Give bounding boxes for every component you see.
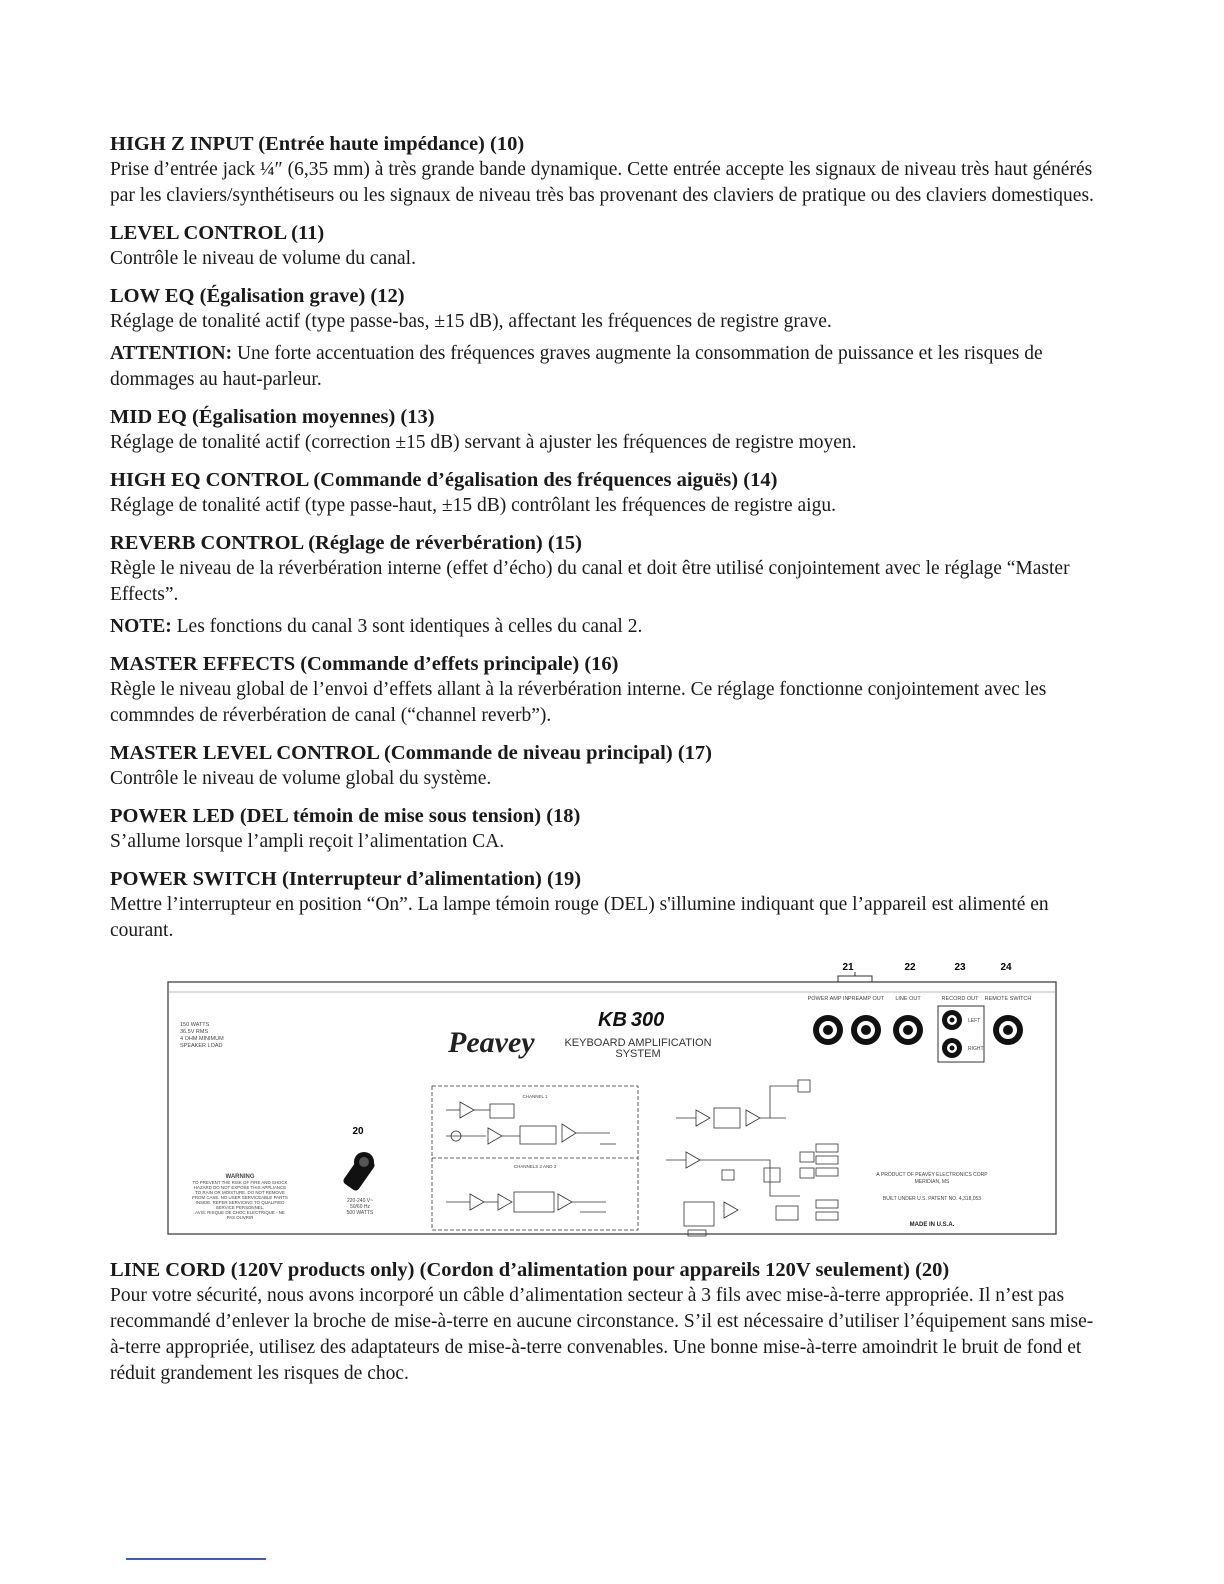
section-master-level [110,741,1106,792]
section-body: Contrôle le niveau de volume du canal. [110,248,416,269]
section-heading: POWER LED (DEL témoin de mise sous tension) (18) [110,805,581,827]
note-text: Une forte accentuation des fréquences graves augmente la consommation de puissance et les risques de dommages au haut-parleur. [110,343,1043,390]
section-reverb-control [110,531,1106,640]
warning-line: PAS OUVRIR [226,1215,254,1220]
section-heading: LEVEL CONTROL (11) [110,222,325,244]
section-heading: POWER SWITCH (Interrupteur d’alimentation) (19) [110,868,582,890]
section-heading: HIGH EQ CONTROL (Commande d’égalisation des fréquences aiguës) (14) [110,469,778,491]
jack-label-preamp: PREAMP OUT [847,996,885,1002]
section-body: Contrôle le niveau de volume global du système. [110,768,492,789]
spec-line: 150 WATTS [180,1022,210,1028]
section-heading: MASTER LEVEL CONTROL (Commande de niveau principal) (17) [110,742,712,764]
warning-title: WARNING [225,1174,255,1180]
record-right-label: RIGHT [968,1046,984,1052]
section-body: Pour votre sécurité, nous avons incorporé un câble d’alimentation secteur à 3 fils avec mise-à-terre appropriée. Il n’est pas recommandé d’enlever la broche de mise-à-terre en aucune circonstance. S’il est nécessaire d’utiliser l’équipement sans mise-à-terre appropriée, utilisez des adaptateurs de mise-à-terre convenables. Une bonne mise-à-terre amoindrit le bruit de fond et réduit grandement les risques de choc. [110,1285,1094,1384]
jack-label-remote: REMOTE SWITCH [984,996,1032,1002]
warning-line: HAZARD DO NOT EXPOSE THIS APPLIANCE [193,1185,287,1190]
power-line: 50/60 Hz [349,1204,371,1210]
callout-22: 22 [904,962,916,973]
spec-line: 4 OHM MINIMUM [180,1036,224,1042]
section-heading: REVERB CONTROL (Réglage de réverbération) (15) [110,532,583,554]
callout-24: 24 [1000,962,1012,973]
note-text: Les fonctions du canal 3 sont identiques à celles du canal 2. [171,616,643,637]
section-high-z-input [110,132,1106,209]
product-line-1: A PRODUCT OF PEAVEY ELECTRONICS CORP [876,1172,988,1178]
power-line: 220-240 V~ [347,1198,373,1204]
jack-label-power-amp: POWER AMP IN [807,996,849,1002]
product-line-2: MERIDIAN, MS [914,1179,950,1185]
jack-label-record-out: RECORD OUT [941,996,979,1002]
jack-labels [808,996,1032,1002]
section-heading: MID EQ (Égalisation moyennes) (13) [110,406,435,428]
warning-line: TO PREVENT THE RISK OF FIRE AND SHOCK [192,1180,288,1185]
section-master-effects [110,652,1106,729]
power-rating [347,1198,374,1216]
jack-preamp-out [851,1015,881,1045]
callout-bracket [838,972,872,982]
section-power-switch [110,867,1106,944]
section-low-eq [110,284,1106,393]
section-power-led [110,804,1106,855]
section-body: Prise d’entrée jack ¼″ (6,35 mm) à très grande bande dynamique. Cette entrée accepte les signaux de niveau très haut générés par les claviers/synthétiseurs ou les signaux de niveau très bas provenant des claviers de pratique ou des claviers domestiques. [110,159,1094,206]
callout-23: 23 [954,962,966,973]
record-left-label: LEFT [968,1018,981,1024]
jack-remote-switch [993,1015,1023,1045]
section-line-cord [110,1258,1106,1387]
callout-20: 20 [352,1126,364,1137]
footer-rule [126,1558,266,1560]
callout-21: 21 [842,962,854,973]
made-in-label: MADE IN U.S.A. [909,1222,955,1228]
model-subtitle-1: KEYBOARD AMPLIFICATION [564,1037,712,1049]
warning-line: FROM CASE. NO USER SERVICEABLE PARTS [192,1195,288,1200]
spec-line: 36.5V RMS [180,1029,209,1035]
jack-power-amp-in [813,1015,843,1045]
spec-line: SPEAKER LOAD [180,1043,223,1049]
section-body: Réglage de tonalité actif (correction ±15 dB) servant à ajuster les fréquences de registre moyen. [110,432,857,453]
section-body: S’allume lorsque l’ampli reçoit l’alimentation CA. [110,831,505,852]
warning-line: SERVICE PERSONNEL. [215,1205,265,1210]
attention-note [110,341,1106,393]
note-label: NOTE: [110,616,172,637]
jack-label-line-out: LINE OUT [895,996,921,1002]
section-level-control [110,221,1106,272]
section-high-eq [110,468,1106,519]
jack-record-left [942,1010,962,1030]
section-body: Règle le niveau de la réverbération interne (effet d’écho) du canal et doit être utilisé conjointement avec le réglage “Master Effects”. [110,558,1070,605]
section-heading: LOW EQ (Égalisation grave) (12) [110,285,405,307]
warning-line: TO RAIN OR MOISTURE. DO NOT REMOVE [195,1190,285,1195]
section-heading: MASTER EFFECTS (Commande d’effets principale) (16) [110,653,619,675]
power-line: 500 WATTS [346,1210,374,1216]
rear-panel-diagram [110,956,1106,1248]
jack-line-out [893,1015,923,1045]
jack-record-right [942,1038,962,1058]
patent-line: BUILT UNDER U.S. PATENT NO. 4,318,053 [882,1196,982,1202]
warning-block [192,1174,288,1220]
section-heading: LINE CORD (120V products only) (Cordon d’alimentation pour appareils 120V seulement) (20) [110,1259,950,1281]
section-mid-eq [110,405,1106,456]
channel-note [110,614,1106,640]
rear-panel-figure [110,956,1106,1248]
note-label: ATTENTION: [110,343,233,364]
channels-23-label: CHANNELS 2 AND 3 [513,1164,557,1169]
section-body: Mettre l’interrupteur en position “On”. La lampe témoin rouge (DEL) s'illumine indiquant que l’appareil est alimenté en courant. [110,894,1049,941]
warning-line: INSIDE. REFER SERVICING TO QUALIFIED [195,1200,285,1205]
peavey-logo: Peavey [448,1026,535,1059]
warning-line: AVIS: RISQUE DE CHOC ELECTRIQUE - NE [195,1210,285,1215]
model-subtitle-2: SYSTEM [615,1048,661,1060]
model-name: KB 300 [598,1009,665,1031]
channel-1-label: CHANNEL 1 [522,1094,548,1099]
section-body: Réglage de tonalité actif (type passe-bas, ±15 dB), affectant les fréquences de registre grave. [110,311,832,332]
section-body: Réglage de tonalité actif (type passe-haut, ±15 dB) contrôlant les fréquences de registre aigu. [110,495,836,516]
section-heading: HIGH Z INPUT (Entrée haute impédance) (10) [110,133,525,155]
document-page [110,132,1106,1399]
section-body: Règle le niveau global de l’envoi d’effets allant à la réverbération interne. Ce réglage fonctionne conjointement avec les commndes de réverbération de canal (“channel reverb”). [110,679,1047,726]
